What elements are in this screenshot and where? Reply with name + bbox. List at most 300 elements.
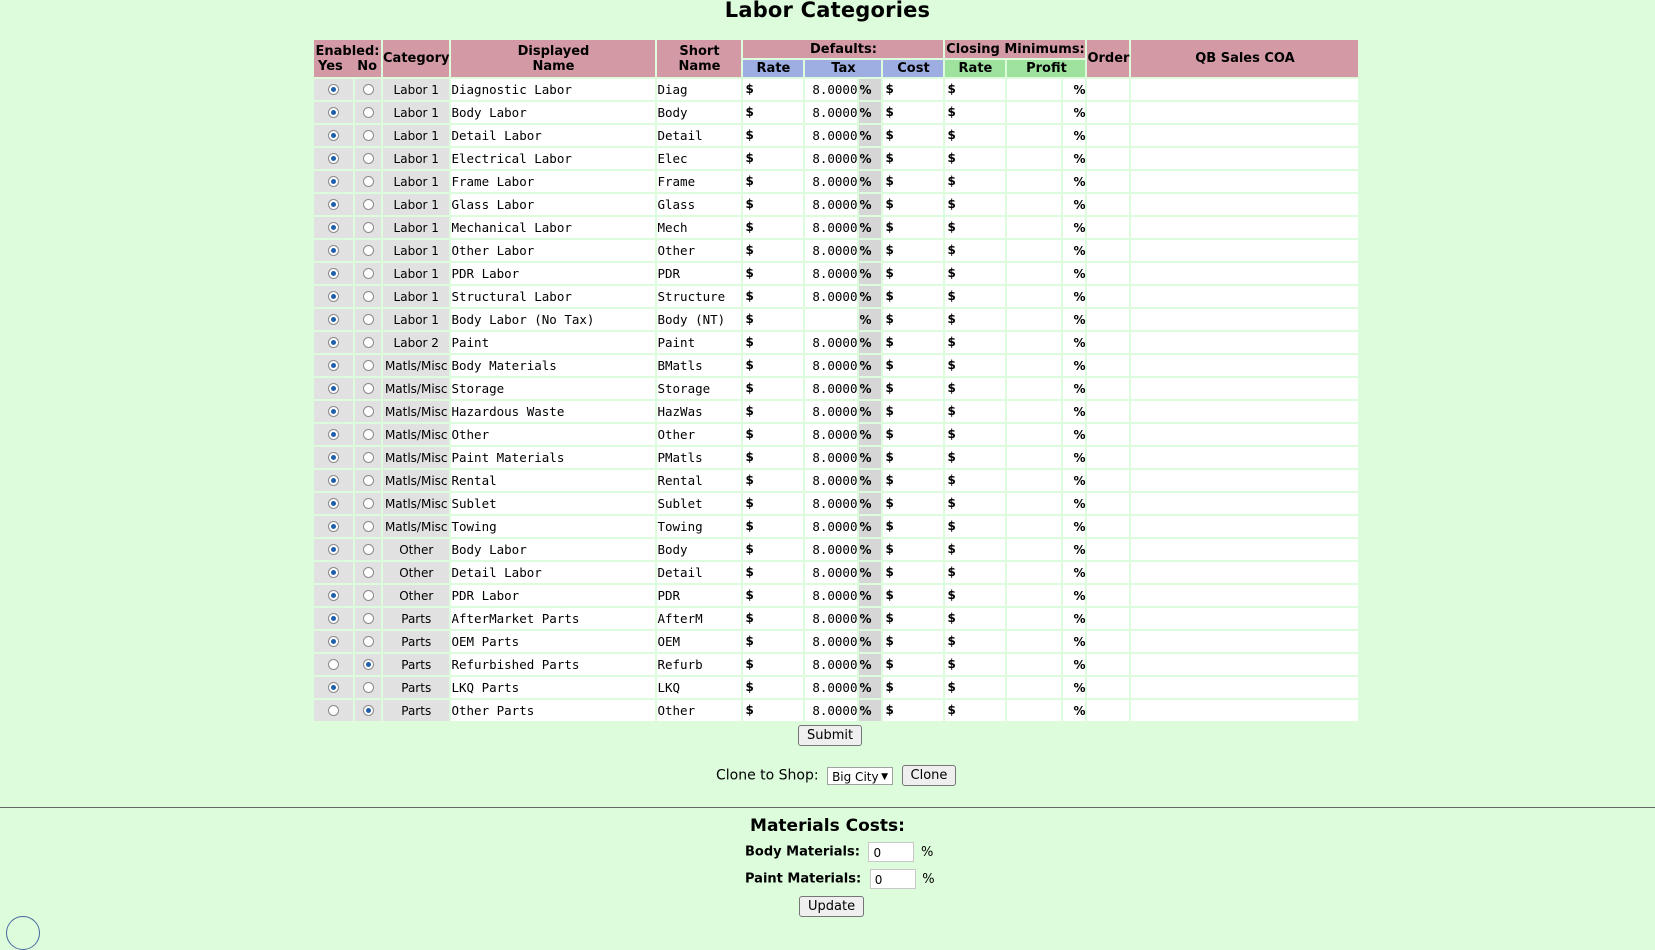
displayed-name-input[interactable]: Glass Labor xyxy=(451,194,655,215)
enabled-yes-radio[interactable] xyxy=(328,383,339,394)
qb-sales-coa-input[interactable] xyxy=(1131,470,1358,491)
order-input[interactable] xyxy=(1087,79,1129,100)
enabled-yes-radio[interactable] xyxy=(328,705,339,716)
short-name-input[interactable]: Body (NT) xyxy=(657,309,741,330)
min-profit-input[interactable] xyxy=(1007,171,1061,192)
default-rate-input[interactable] xyxy=(743,516,803,537)
qb-sales-coa-input[interactable] xyxy=(1131,194,1358,215)
default-cost-input[interactable] xyxy=(883,102,943,123)
qb-sales-coa-input[interactable] xyxy=(1131,171,1358,192)
short-name-input[interactable]: Paint xyxy=(657,332,741,353)
enabled-yes-radio[interactable] xyxy=(328,222,339,233)
default-rate-input[interactable] xyxy=(743,286,803,307)
short-name-input[interactable]: Diag xyxy=(657,79,741,100)
qb-sales-coa-input[interactable] xyxy=(1131,631,1358,652)
displayed-name-input[interactable]: Mechanical Labor xyxy=(451,217,655,238)
order-input[interactable] xyxy=(1087,654,1129,675)
min-profit-input[interactable] xyxy=(1007,102,1061,123)
enabled-no-radio[interactable] xyxy=(363,176,374,187)
default-tax-input[interactable]: 8.0000 xyxy=(805,654,857,675)
short-name-input[interactable]: Body xyxy=(657,102,741,123)
default-rate-input[interactable] xyxy=(743,401,803,422)
enabled-no-radio[interactable] xyxy=(363,682,374,693)
qb-sales-coa-input[interactable] xyxy=(1131,217,1358,238)
enabled-yes-radio[interactable] xyxy=(328,567,339,578)
short-name-input[interactable]: OEM xyxy=(657,631,741,652)
default-cost-input[interactable] xyxy=(883,401,943,422)
default-cost-input[interactable] xyxy=(883,516,943,537)
min-rate-input[interactable] xyxy=(945,631,1005,652)
enabled-yes-radio[interactable] xyxy=(328,176,339,187)
displayed-name-input[interactable]: AfterMarket Parts xyxy=(451,608,655,629)
default-rate-input[interactable] xyxy=(743,194,803,215)
enabled-no-radio[interactable] xyxy=(363,475,374,486)
enabled-yes-radio[interactable] xyxy=(328,521,339,532)
default-cost-input[interactable] xyxy=(883,240,943,261)
enabled-no-radio[interactable] xyxy=(363,314,374,325)
default-tax-input[interactable]: 8.0000 xyxy=(805,585,857,606)
qb-sales-coa-input[interactable] xyxy=(1131,654,1358,675)
short-name-input[interactable]: HazWas xyxy=(657,401,741,422)
enabled-no-radio[interactable] xyxy=(363,659,374,670)
qb-sales-coa-input[interactable] xyxy=(1131,125,1358,146)
short-name-input[interactable]: PDR xyxy=(657,585,741,606)
enabled-yes-radio[interactable] xyxy=(328,613,339,624)
clone-button[interactable]: Clone xyxy=(902,765,957,786)
short-name-input[interactable]: Other xyxy=(657,424,741,445)
min-rate-input[interactable] xyxy=(945,470,1005,491)
default-rate-input[interactable] xyxy=(743,654,803,675)
enabled-yes-radio[interactable] xyxy=(328,107,339,118)
short-name-input[interactable]: Refurb xyxy=(657,654,741,675)
paint-materials-input[interactable]: 0 xyxy=(870,869,916,889)
min-rate-input[interactable] xyxy=(945,700,1005,721)
enabled-yes-radio[interactable] xyxy=(328,245,339,256)
short-name-input[interactable]: LKQ xyxy=(657,677,741,698)
help-circle-icon[interactable] xyxy=(6,916,40,950)
qb-sales-coa-input[interactable] xyxy=(1131,424,1358,445)
min-profit-input[interactable] xyxy=(1007,654,1061,675)
enabled-no-radio[interactable] xyxy=(363,337,374,348)
order-input[interactable] xyxy=(1087,263,1129,284)
body-materials-input[interactable]: 0 xyxy=(868,842,914,862)
min-profit-input[interactable] xyxy=(1007,217,1061,238)
order-input[interactable] xyxy=(1087,355,1129,376)
min-profit-input[interactable] xyxy=(1007,424,1061,445)
min-rate-input[interactable] xyxy=(945,332,1005,353)
qb-sales-coa-input[interactable] xyxy=(1131,378,1358,399)
min-rate-input[interactable] xyxy=(945,608,1005,629)
order-input[interactable] xyxy=(1087,424,1129,445)
order-input[interactable] xyxy=(1087,309,1129,330)
enabled-no-radio[interactable] xyxy=(363,429,374,440)
qb-sales-coa-input[interactable] xyxy=(1131,148,1358,169)
min-rate-input[interactable] xyxy=(945,562,1005,583)
min-rate-input[interactable] xyxy=(945,125,1005,146)
default-rate-input[interactable] xyxy=(743,309,803,330)
default-tax-input[interactable]: 8.0000 xyxy=(805,125,857,146)
order-input[interactable] xyxy=(1087,516,1129,537)
default-tax-input[interactable]: 8.0000 xyxy=(805,539,857,560)
default-rate-input[interactable] xyxy=(743,700,803,721)
default-tax-input[interactable]: 8.0000 xyxy=(805,424,857,445)
default-tax-input[interactable]: 8.0000 xyxy=(805,263,857,284)
enabled-yes-radio[interactable] xyxy=(328,153,339,164)
min-profit-input[interactable] xyxy=(1007,125,1061,146)
displayed-name-input[interactable]: Diagnostic Labor xyxy=(451,79,655,100)
min-rate-input[interactable] xyxy=(945,309,1005,330)
min-profit-input[interactable] xyxy=(1007,631,1061,652)
default-rate-input[interactable] xyxy=(743,263,803,284)
displayed-name-input[interactable]: Hazardous Waste xyxy=(451,401,655,422)
short-name-input[interactable]: Mech xyxy=(657,217,741,238)
short-name-input[interactable]: Towing xyxy=(657,516,741,537)
enabled-yes-radio[interactable] xyxy=(328,429,339,440)
default-cost-input[interactable] xyxy=(883,447,943,468)
qb-sales-coa-input[interactable] xyxy=(1131,286,1358,307)
enabled-no-radio[interactable] xyxy=(363,291,374,302)
qb-sales-coa-input[interactable] xyxy=(1131,677,1358,698)
order-input[interactable] xyxy=(1087,148,1129,169)
default-cost-input[interactable] xyxy=(883,309,943,330)
order-input[interactable] xyxy=(1087,194,1129,215)
default-rate-input[interactable] xyxy=(743,378,803,399)
min-profit-input[interactable] xyxy=(1007,332,1061,353)
default-cost-input[interactable] xyxy=(883,125,943,146)
min-profit-input[interactable] xyxy=(1007,585,1061,606)
qb-sales-coa-input[interactable] xyxy=(1131,516,1358,537)
enabled-no-radio[interactable] xyxy=(363,153,374,164)
default-rate-input[interactable] xyxy=(743,171,803,192)
default-tax-input[interactable]: 8.0000 xyxy=(805,608,857,629)
min-profit-input[interactable] xyxy=(1007,493,1061,514)
default-tax-input[interactable]: 8.0000 xyxy=(805,194,857,215)
order-input[interactable] xyxy=(1087,125,1129,146)
enabled-yes-radio[interactable] xyxy=(328,475,339,486)
qb-sales-coa-input[interactable] xyxy=(1131,332,1358,353)
min-rate-input[interactable] xyxy=(945,171,1005,192)
update-button[interactable]: Update xyxy=(799,896,864,917)
enabled-yes-radio[interactable] xyxy=(328,636,339,647)
default-rate-input[interactable] xyxy=(743,447,803,468)
enabled-no-radio[interactable] xyxy=(363,521,374,532)
min-profit-input[interactable] xyxy=(1007,677,1061,698)
min-profit-input[interactable] xyxy=(1007,355,1061,376)
min-rate-input[interactable] xyxy=(945,447,1005,468)
default-cost-input[interactable] xyxy=(883,217,943,238)
enabled-no-radio[interactable] xyxy=(363,107,374,118)
short-name-input[interactable]: Storage xyxy=(657,378,741,399)
short-name-input[interactable]: PMatls xyxy=(657,447,741,468)
order-input[interactable] xyxy=(1087,470,1129,491)
default-rate-input[interactable] xyxy=(743,539,803,560)
default-rate-input[interactable] xyxy=(743,240,803,261)
qb-sales-coa-input[interactable] xyxy=(1131,700,1358,721)
displayed-name-input[interactable]: Other Parts xyxy=(451,700,655,721)
default-tax-input[interactable]: 8.0000 xyxy=(805,401,857,422)
enabled-yes-radio[interactable] xyxy=(328,590,339,601)
qb-sales-coa-input[interactable] xyxy=(1131,240,1358,261)
default-cost-input[interactable] xyxy=(883,631,943,652)
enabled-yes-radio[interactable] xyxy=(328,130,339,141)
displayed-name-input[interactable]: Body Labor xyxy=(451,102,655,123)
qb-sales-coa-input[interactable] xyxy=(1131,608,1358,629)
default-tax-input[interactable]: 8.0000 xyxy=(805,355,857,376)
min-profit-input[interactable] xyxy=(1007,401,1061,422)
min-rate-input[interactable] xyxy=(945,585,1005,606)
default-tax-input[interactable]: 8.0000 xyxy=(805,493,857,514)
displayed-name-input[interactable]: Rental xyxy=(451,470,655,491)
default-cost-input[interactable] xyxy=(883,654,943,675)
qb-sales-coa-input[interactable] xyxy=(1131,102,1358,123)
order-input[interactable] xyxy=(1087,332,1129,353)
min-rate-input[interactable] xyxy=(945,79,1005,100)
qb-sales-coa-input[interactable] xyxy=(1131,401,1358,422)
qb-sales-coa-input[interactable] xyxy=(1131,562,1358,583)
default-cost-input[interactable] xyxy=(883,585,943,606)
short-name-input[interactable]: Sublet xyxy=(657,493,741,514)
short-name-input[interactable]: Body xyxy=(657,539,741,560)
displayed-name-input[interactable]: Frame Labor xyxy=(451,171,655,192)
order-input[interactable] xyxy=(1087,102,1129,123)
submit-button[interactable]: Submit xyxy=(798,725,862,746)
enabled-no-radio[interactable] xyxy=(363,636,374,647)
displayed-name-input[interactable]: Sublet xyxy=(451,493,655,514)
default-rate-input[interactable] xyxy=(743,608,803,629)
enabled-yes-radio[interactable] xyxy=(328,682,339,693)
short-name-input[interactable]: Detail xyxy=(657,562,741,583)
min-rate-input[interactable] xyxy=(945,355,1005,376)
displayed-name-input[interactable]: Storage xyxy=(451,378,655,399)
min-rate-input[interactable] xyxy=(945,286,1005,307)
default-cost-input[interactable] xyxy=(883,677,943,698)
short-name-input[interactable]: Frame xyxy=(657,171,741,192)
enabled-no-radio[interactable] xyxy=(363,268,374,279)
default-tax-input[interactable]: 8.0000 xyxy=(805,677,857,698)
enabled-yes-radio[interactable] xyxy=(328,314,339,325)
default-tax-input[interactable]: 8.0000 xyxy=(805,79,857,100)
displayed-name-input[interactable]: PDR Labor xyxy=(451,585,655,606)
default-tax-input[interactable]: 8.0000 xyxy=(805,148,857,169)
order-input[interactable] xyxy=(1087,447,1129,468)
default-cost-input[interactable] xyxy=(883,79,943,100)
enabled-no-radio[interactable] xyxy=(363,452,374,463)
default-rate-input[interactable] xyxy=(743,424,803,445)
min-rate-input[interactable] xyxy=(945,516,1005,537)
default-cost-input[interactable] xyxy=(883,539,943,560)
displayed-name-input[interactable]: Electrical Labor xyxy=(451,148,655,169)
enabled-no-radio[interactable] xyxy=(363,222,374,233)
order-input[interactable] xyxy=(1087,539,1129,560)
short-name-input[interactable]: Other xyxy=(657,240,741,261)
qb-sales-coa-input[interactable] xyxy=(1131,493,1358,514)
order-input[interactable] xyxy=(1087,631,1129,652)
order-input[interactable] xyxy=(1087,378,1129,399)
default-cost-input[interactable] xyxy=(883,171,943,192)
displayed-name-input[interactable]: PDR Labor xyxy=(451,263,655,284)
clone-shop-select[interactable] xyxy=(827,767,893,785)
default-tax-input[interactable]: 8.0000 xyxy=(805,286,857,307)
displayed-name-input[interactable]: Body Labor (No Tax) xyxy=(451,309,655,330)
enabled-no-radio[interactable] xyxy=(363,199,374,210)
min-profit-input[interactable] xyxy=(1007,470,1061,491)
enabled-no-radio[interactable] xyxy=(363,130,374,141)
default-tax-input[interactable]: 8.0000 xyxy=(805,470,857,491)
displayed-name-input[interactable]: Detail Labor xyxy=(451,125,655,146)
min-profit-input[interactable] xyxy=(1007,562,1061,583)
min-profit-input[interactable] xyxy=(1007,309,1061,330)
default-rate-input[interactable] xyxy=(743,148,803,169)
enabled-yes-radio[interactable] xyxy=(328,498,339,509)
default-tax-input[interactable]: 8.0000 xyxy=(805,378,857,399)
displayed-name-input[interactable]: Other xyxy=(451,424,655,445)
order-input[interactable] xyxy=(1087,562,1129,583)
enabled-yes-radio[interactable] xyxy=(328,291,339,302)
displayed-name-input[interactable]: OEM Parts xyxy=(451,631,655,652)
default-rate-input[interactable] xyxy=(743,493,803,514)
min-rate-input[interactable] xyxy=(945,378,1005,399)
enabled-no-radio[interactable] xyxy=(363,590,374,601)
short-name-input[interactable]: PDR xyxy=(657,263,741,284)
min-profit-input[interactable] xyxy=(1007,608,1061,629)
enabled-yes-radio[interactable] xyxy=(328,544,339,555)
qb-sales-coa-input[interactable] xyxy=(1131,355,1358,376)
min-rate-input[interactable] xyxy=(945,148,1005,169)
default-cost-input[interactable] xyxy=(883,148,943,169)
min-rate-input[interactable] xyxy=(945,654,1005,675)
default-rate-input[interactable] xyxy=(743,562,803,583)
qb-sales-coa-input[interactable] xyxy=(1131,447,1358,468)
min-profit-input[interactable] xyxy=(1007,700,1061,721)
min-rate-input[interactable] xyxy=(945,102,1005,123)
enabled-yes-radio[interactable] xyxy=(328,337,339,348)
displayed-name-input[interactable]: LKQ Parts xyxy=(451,677,655,698)
min-profit-input[interactable] xyxy=(1007,378,1061,399)
enabled-no-radio[interactable] xyxy=(363,245,374,256)
default-tax-input[interactable]: 8.0000 xyxy=(805,332,857,353)
qb-sales-coa-input[interactable] xyxy=(1131,79,1358,100)
default-rate-input[interactable] xyxy=(743,79,803,100)
qb-sales-coa-input[interactable] xyxy=(1131,539,1358,560)
enabled-no-radio[interactable] xyxy=(363,84,374,95)
default-cost-input[interactable] xyxy=(883,286,943,307)
min-rate-input[interactable] xyxy=(945,539,1005,560)
default-rate-input[interactable] xyxy=(743,125,803,146)
min-profit-input[interactable] xyxy=(1007,286,1061,307)
default-tax-input[interactable]: 8.0000 xyxy=(805,700,857,721)
default-cost-input[interactable] xyxy=(883,194,943,215)
default-tax-input[interactable]: 8.0000 xyxy=(805,240,857,261)
order-input[interactable] xyxy=(1087,493,1129,514)
short-name-input[interactable]: Detail xyxy=(657,125,741,146)
default-cost-input[interactable] xyxy=(883,332,943,353)
short-name-input[interactable]: BMatls xyxy=(657,355,741,376)
min-rate-input[interactable] xyxy=(945,240,1005,261)
displayed-name-input[interactable]: Body Labor xyxy=(451,539,655,560)
default-rate-input[interactable] xyxy=(743,470,803,491)
order-input[interactable] xyxy=(1087,217,1129,238)
enabled-yes-radio[interactable] xyxy=(328,360,339,371)
default-rate-input[interactable] xyxy=(743,677,803,698)
short-name-input[interactable]: Structure xyxy=(657,286,741,307)
order-input[interactable] xyxy=(1087,401,1129,422)
min-profit-input[interactable] xyxy=(1007,240,1061,261)
enabled-yes-radio[interactable] xyxy=(328,406,339,417)
default-rate-input[interactable] xyxy=(743,332,803,353)
short-name-input[interactable]: Elec xyxy=(657,148,741,169)
default-tax-input[interactable]: 8.0000 xyxy=(805,217,857,238)
default-tax-input[interactable]: 8.0000 xyxy=(805,171,857,192)
enabled-yes-radio[interactable] xyxy=(328,452,339,463)
short-name-input[interactable]: Rental xyxy=(657,470,741,491)
enabled-yes-radio[interactable] xyxy=(328,84,339,95)
min-rate-input[interactable] xyxy=(945,424,1005,445)
min-rate-input[interactable] xyxy=(945,263,1005,284)
default-cost-input[interactable] xyxy=(883,700,943,721)
min-rate-input[interactable] xyxy=(945,493,1005,514)
enabled-no-radio[interactable] xyxy=(363,705,374,716)
enabled-yes-radio[interactable] xyxy=(328,268,339,279)
default-cost-input[interactable] xyxy=(883,263,943,284)
enabled-no-radio[interactable] xyxy=(363,498,374,509)
enabled-no-radio[interactable] xyxy=(363,383,374,394)
enabled-no-radio[interactable] xyxy=(363,544,374,555)
min-profit-input[interactable] xyxy=(1007,79,1061,100)
default-rate-input[interactable] xyxy=(743,217,803,238)
short-name-input[interactable]: AfterM xyxy=(657,608,741,629)
default-cost-input[interactable] xyxy=(883,378,943,399)
default-rate-input[interactable] xyxy=(743,355,803,376)
default-tax-input[interactable]: 8.0000 xyxy=(805,516,857,537)
order-input[interactable] xyxy=(1087,700,1129,721)
min-rate-input[interactable] xyxy=(945,677,1005,698)
default-cost-input[interactable] xyxy=(883,562,943,583)
enabled-no-radio[interactable] xyxy=(363,567,374,578)
min-rate-input[interactable] xyxy=(945,217,1005,238)
default-tax-input[interactable]: 8.0000 xyxy=(805,631,857,652)
min-rate-input[interactable] xyxy=(945,401,1005,422)
order-input[interactable] xyxy=(1087,585,1129,606)
min-profit-input[interactable] xyxy=(1007,263,1061,284)
default-rate-input[interactable] xyxy=(743,585,803,606)
default-tax-input[interactable]: 8.0000 xyxy=(805,562,857,583)
displayed-name-input[interactable]: Refurbished Parts xyxy=(451,654,655,675)
displayed-name-input[interactable]: Towing xyxy=(451,516,655,537)
default-cost-input[interactable] xyxy=(883,493,943,514)
enabled-yes-radio[interactable] xyxy=(328,659,339,670)
min-profit-input[interactable] xyxy=(1007,539,1061,560)
order-input[interactable] xyxy=(1087,608,1129,629)
default-cost-input[interactable] xyxy=(883,424,943,445)
displayed-name-input[interactable]: Structural Labor xyxy=(451,286,655,307)
displayed-name-input[interactable]: Paint xyxy=(451,332,655,353)
min-profit-input[interactable] xyxy=(1007,194,1061,215)
enabled-no-radio[interactable] xyxy=(363,360,374,371)
order-input[interactable] xyxy=(1087,677,1129,698)
displayed-name-input[interactable]: Body Materials xyxy=(451,355,655,376)
order-input[interactable] xyxy=(1087,240,1129,261)
min-profit-input[interactable] xyxy=(1007,148,1061,169)
order-input[interactable] xyxy=(1087,171,1129,192)
qb-sales-coa-input[interactable] xyxy=(1131,585,1358,606)
qb-sales-coa-input[interactable] xyxy=(1131,309,1358,330)
order-input[interactable] xyxy=(1087,286,1129,307)
displayed-name-input[interactable]: Paint Materials xyxy=(451,447,655,468)
default-cost-input[interactable] xyxy=(883,470,943,491)
qb-sales-coa-input[interactable] xyxy=(1131,263,1358,284)
short-name-input[interactable]: Glass xyxy=(657,194,741,215)
short-name-input[interactable]: Other xyxy=(657,700,741,721)
